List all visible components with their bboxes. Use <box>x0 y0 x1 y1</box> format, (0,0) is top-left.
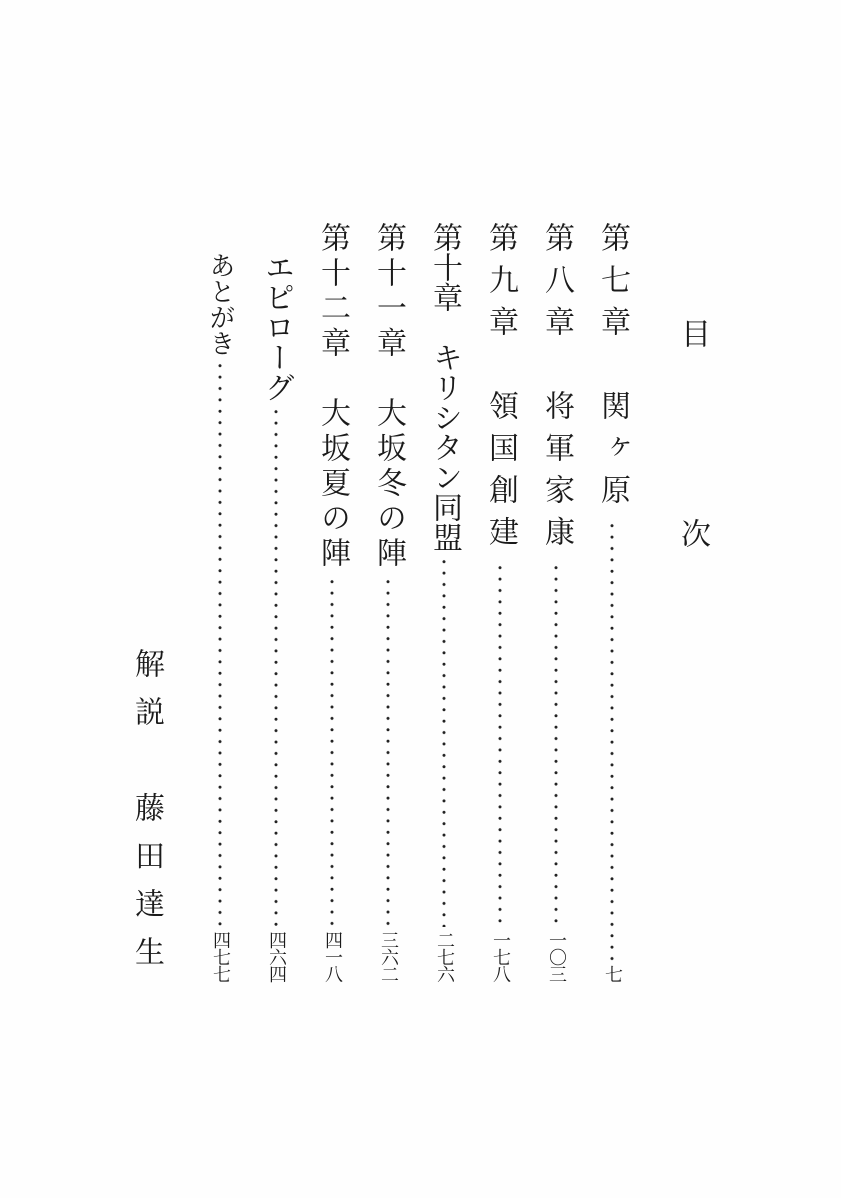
toc-entry-chapter-12[interactable] <box>312 222 352 982</box>
toc-title: 目 次 <box>675 318 710 618</box>
toc-entry-label: 第七章 関ヶ原 <box>595 222 630 516</box>
dot-leader <box>442 556 446 927</box>
toc-entry-chapter-11[interactable] <box>368 222 408 982</box>
toc-entry-page: 四七七 <box>210 931 231 982</box>
commentary-credit: 解説 藤田達生 <box>129 648 164 984</box>
dot-leader <box>386 576 390 927</box>
dot-leader <box>330 576 334 927</box>
toc-entry-epilogue[interactable] <box>256 252 296 982</box>
toc-entry-label: 第十一章 大坂冬の陣 <box>371 222 406 572</box>
toc-entry-page: 一七八 <box>490 931 511 982</box>
toc-entry-label: 第八章 将軍家康 <box>539 222 574 558</box>
toc-entry-page: 四六四 <box>266 931 287 982</box>
toc-entry-label: 第十章 キリシタン同盟 <box>427 222 462 552</box>
toc-entry-label: あとがき <box>205 252 235 356</box>
toc-entry-page: 二七六 <box>434 931 455 982</box>
toc-entry-chapter-8[interactable] <box>536 222 576 982</box>
dot-leader <box>498 562 502 927</box>
dot-leader <box>610 520 614 961</box>
toc-entry-chapter-7[interactable] <box>592 222 632 982</box>
toc-entry-page: 一〇三 <box>546 931 567 982</box>
toc-entry-label: 第九章 領国創建 <box>483 222 518 558</box>
toc-entry-chapter-9[interactable] <box>480 222 520 982</box>
toc-entry-afterword[interactable] <box>200 252 240 982</box>
dot-leader <box>218 360 222 927</box>
toc-entry-page: 七 <box>602 965 623 982</box>
dot-leader <box>274 406 278 927</box>
toc-entry-label: 第十二章 大坂夏の陣 <box>315 222 350 572</box>
toc-entry-page: 四一八 <box>322 931 343 982</box>
dot-leader <box>554 562 558 927</box>
toc-entry-page: 三六二 <box>378 931 399 982</box>
toc-entry-chapter-10[interactable] <box>424 222 464 982</box>
toc-entry-label: エピローグ <box>259 252 294 402</box>
